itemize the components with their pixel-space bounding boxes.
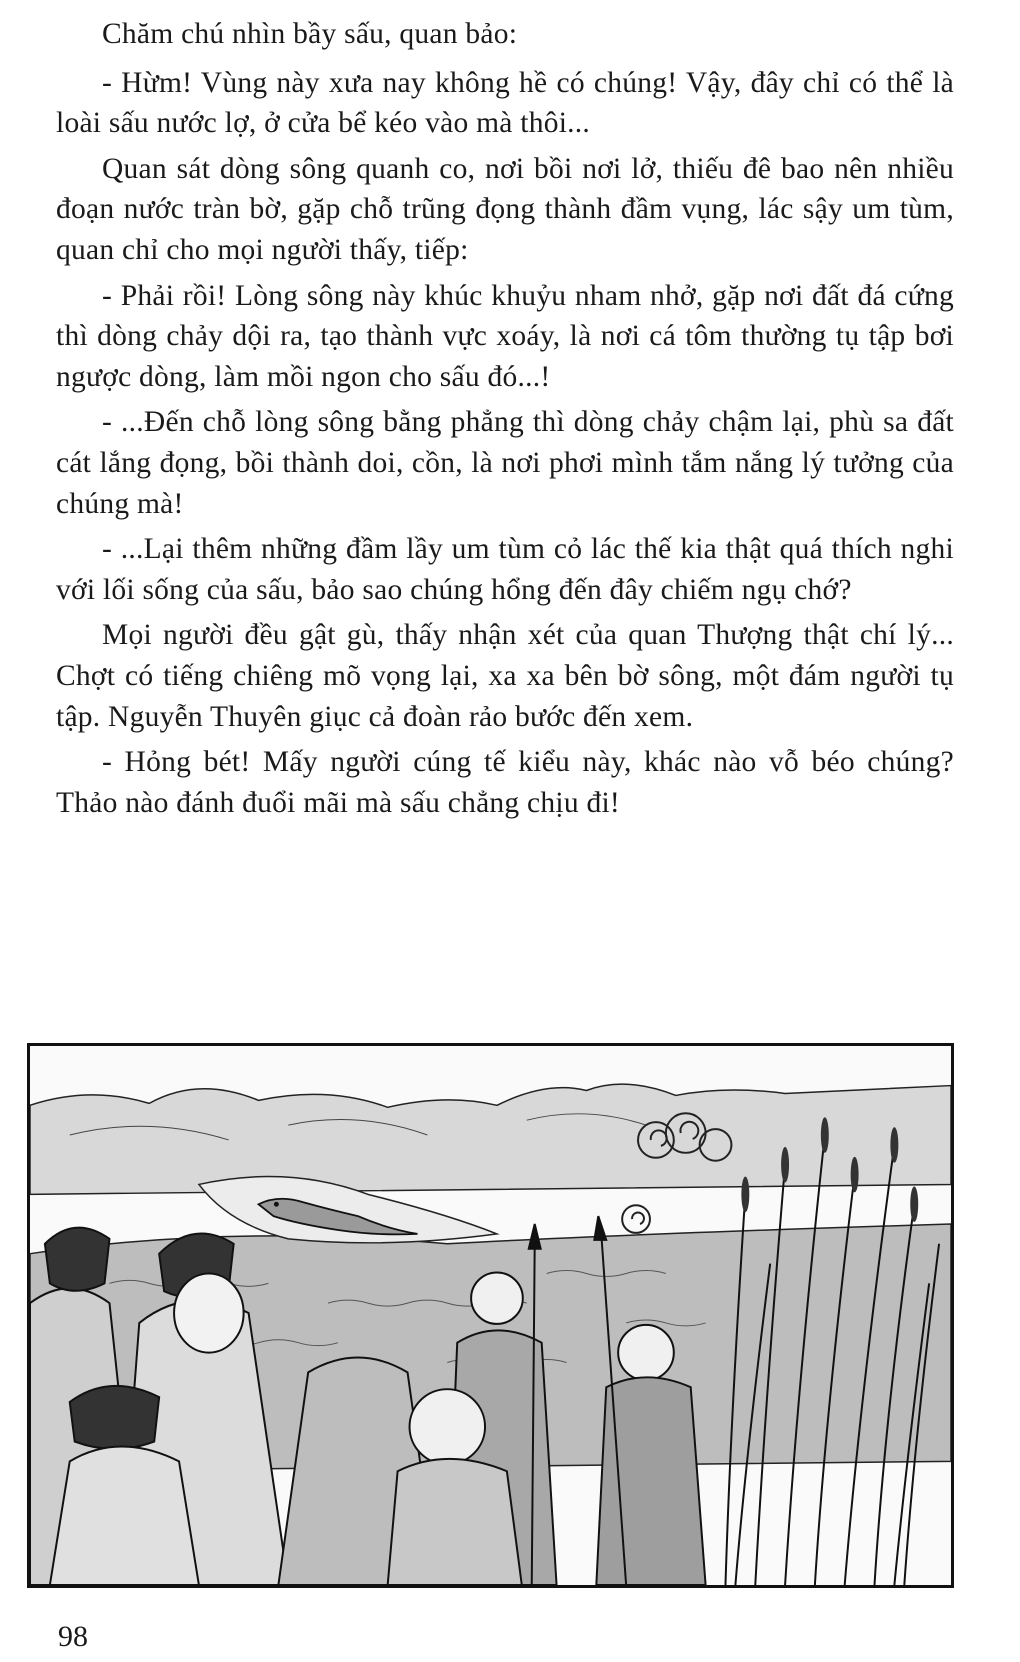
paragraph: - Hừm! Vùng này xưa nay không hề có chúng! Vậy, đây chỉ có thể là loài sấu nước lợ, ở cửa bể kéo vào mà thôi... bbox=[56, 66, 954, 140]
paragraph: - ...Lại thêm những đầm lầy um tùm cỏ lác thế kia thật quá thích nghi với lối sống của sấu, bảo sao chúng hổng đến đây chiếm ngụ chớ? bbox=[56, 533, 954, 606]
paragraph: - Hỏng bét! Mấy người cúng tế kiểu này, khác nào vỗ béo chúng? Thảo nào đánh đuổi mãi mà sấu chẳng chịu đi! bbox=[56, 746, 954, 819]
paragraph: - Phải rồi! Lòng sông này khúc khuỷu nham nhở, gặp nơi đất đá cứng thì dòng chảy dội ra, tạo thành vực xoáy, là nơi cá tôm thường tụ tập bơi ngược dòng, làm mồi ngon cho sấu đó...! bbox=[56, 279, 954, 393]
paragraph: Quan sát dòng sông quanh co, nơi bồi nơi lở, thiếu đê bao nên nhiều đoạn nước tràn bờ, gặp chỗ trũng đọng thành đầm vụng, lác sậy um tùm, quan chỉ cho mọi người thấy, tiếp: bbox=[56, 152, 954, 266]
paragraph: Chăm chú nhìn bầy sấu, quan bảo: bbox=[102, 18, 518, 50]
paragraph: Mọi người đều gật gù, thấy nhận xét của quan Thượng thật chí lý... Chợt có tiếng chiêng mõ vọng lại, xa xa bên bờ sông, một đám người tụ tập. Nguyễn Thuyên giục cả đoàn rảo bước đến xem. bbox=[56, 619, 954, 733]
page-number: 98 bbox=[58, 1620, 88, 1653]
illustration-drawing bbox=[30, 1046, 951, 1585]
paragraph: - ...Đến chỗ lòng sông bằng phẳng thì dòng chảy chậm lại, phù sa đất cát lắng đọng, bồi thành doi, cồn, là nơi phơi mình tắm nắng lý tưởng của chúng mà! bbox=[56, 406, 954, 520]
story-text bbox=[56, 14, 954, 828]
river-crocodile-illustration bbox=[27, 1043, 954, 1588]
